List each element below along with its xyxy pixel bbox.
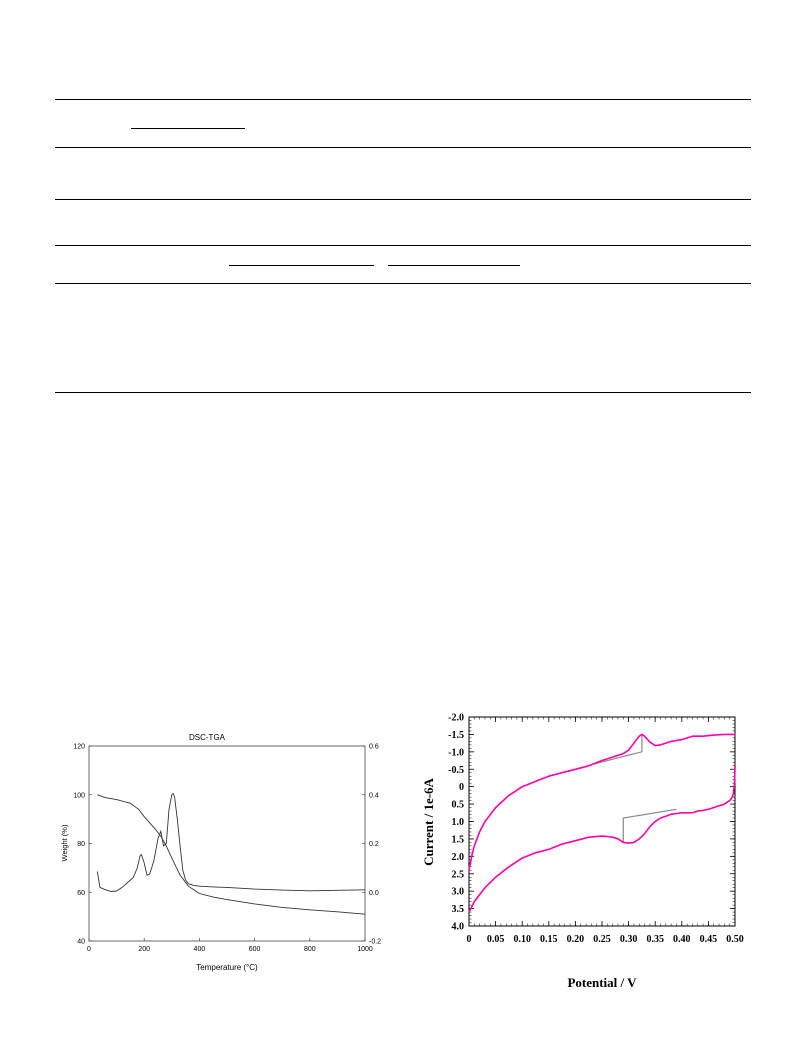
y-left-tick-label: 100: [73, 792, 85, 800]
table-bottom-rule: [55, 392, 751, 393]
y-right-tick-label: 0.4: [369, 792, 379, 800]
x-tick-label: 0.45: [699, 934, 718, 945]
y-tick-label: 3.5: [451, 904, 464, 916]
x-tick-label: 0.10: [513, 934, 531, 945]
x-tick-label: 0.20: [566, 934, 585, 945]
y-tick-label: -0.5: [448, 764, 464, 776]
peak-baseline: [594, 734, 642, 764]
cv-lower-branch: [469, 766, 735, 912]
x-tick-label: 0.30: [619, 934, 638, 945]
x-axis-label: Potential / V: [567, 975, 637, 990]
y-tick-label: -2.0: [448, 712, 464, 724]
table-row-rule: [55, 199, 751, 200]
x-tick-label: 0.40: [673, 934, 691, 945]
table-sub-rule-3: [388, 265, 520, 266]
y-axis-label: Current / 1e-6A: [421, 778, 436, 866]
x-tick-label: 800: [303, 946, 316, 953]
y-left-tick-label: 80: [77, 841, 85, 848]
y-tick-label: 3.0: [451, 886, 464, 898]
y-left-tick-label: 40: [77, 938, 85, 946]
y-axis-label: Weight (%): [60, 824, 69, 862]
y-tick-label: -1.5: [448, 729, 464, 741]
x-tick-label: 0.15: [540, 934, 558, 945]
x-tick-label: 400: [193, 946, 206, 953]
x-axis-label: Temperature (°C): [196, 963, 258, 972]
table-row-rule-3: [55, 283, 751, 284]
x-tick-label: 0.25: [593, 934, 611, 945]
y-left-tick-label: 120: [73, 743, 85, 751]
x-tick-label: 1000: [357, 946, 373, 953]
tga-curve: [97, 795, 365, 914]
x-tick-label: 0: [466, 934, 472, 945]
table-sub-rule-2: [229, 265, 374, 266]
y-tick-label: 2.5: [451, 869, 464, 881]
x-tick-label: 0.05: [486, 934, 505, 945]
dsc-tga-chart: [40, 725, 390, 975]
cv-upper-branch: [469, 734, 735, 870]
y-tick-label: 4.0: [451, 921, 464, 933]
y-tick-label: -1.0: [448, 747, 464, 759]
plot-frame: [469, 717, 735, 926]
x-tick-label: 0.35: [646, 934, 664, 945]
table-row-rule-2: [55, 245, 751, 246]
y-tick-label: 1.0: [451, 817, 464, 828]
table-header-rule: [55, 147, 751, 148]
table-sub-rule-1: [131, 128, 245, 129]
x-tick-label: 200: [138, 946, 151, 953]
x-tick-label: 0: [87, 946, 91, 953]
table-top-rule: [55, 99, 751, 100]
x-tick-label: 600: [248, 946, 261, 953]
y-left-tick-label: 60: [77, 889, 85, 897]
x-tick-label: 0.50: [726, 934, 744, 945]
y-tick-label: 1.5: [451, 834, 464, 846]
chart-title: DSC-TGA: [189, 733, 225, 742]
plot-frame: [89, 746, 365, 941]
y-right-tick-label: -0.2: [369, 938, 382, 946]
y-right-tick-label: 0.2: [369, 841, 379, 848]
y-right-tick-label: 0.6: [369, 743, 379, 751]
cv-chart: [408, 700, 748, 1000]
y-tick-label: 2.0: [451, 851, 464, 863]
y-tick-label: 0: [459, 782, 464, 794]
y-tick-label: 0.5: [451, 799, 464, 811]
y-right-tick-label: 0.0: [369, 889, 379, 897]
